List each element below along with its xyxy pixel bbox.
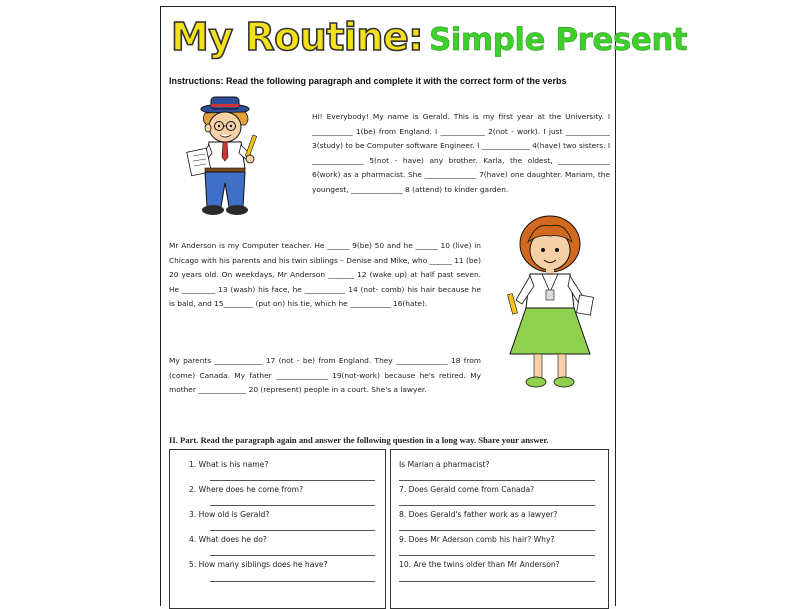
worksheet-page — [160, 6, 688, 606]
boy-student-illustration — [187, 95, 269, 217]
question-4: 4. What does he do? — [189, 535, 267, 544]
questions-box-left — [169, 449, 386, 609]
question-8: 8. Does Gerald's father work as a lawyer? — [399, 510, 558, 519]
title-my-routine: My Routine: — [171, 15, 423, 59]
answer-line-4[interactable] — [210, 555, 375, 556]
instructions-text: Instructions: Read the following paragraph and complete it with the correct form of the verbs — [169, 76, 567, 86]
answer-line-2[interactable] — [210, 505, 375, 506]
questions-box-right — [390, 449, 609, 609]
answer-line-1[interactable] — [210, 480, 375, 481]
question-3: 3. How old is Gerald? — [189, 510, 270, 519]
worksheet-title — [171, 15, 688, 69]
answer-line-7[interactable] — [399, 505, 595, 506]
girl-student-illustration — [506, 212, 598, 394]
answer-line-9[interactable] — [399, 555, 595, 556]
question-10: 10. Are the twins older than Mr Anderson? — [399, 560, 560, 569]
answer-line-5[interactable] — [210, 581, 375, 582]
answer-line-3[interactable] — [210, 530, 375, 531]
title-simple-present: Simple Present — [428, 22, 688, 58]
answer-line-6[interactable] — [399, 480, 595, 481]
paragraph-gerald: Hi! Everybody! My name is Gerald. This is my first year at the University. I ___________ 1(be) from England. I ____________ 2(not - work). I just ____________ 3(study) to be Computer software Engineer. I _____________ 4(have) two sisters. I ______________ 5(not - have) any brother. Karla, the oldest, ______________ 6(work) as a pharmacist. She ______________ 7(have) one daughter. Mariam, the youngest, ______________ 8 (attend) to kinder garden. — [312, 112, 610, 194]
answer-line-10[interactable] — [399, 581, 595, 582]
paragraph-parents: My parents _____________ 17 (not - be) from England. They ______________ 18 from (come) Canada. My father ______________ 19(not-work) because he's retired. My mother _____________ 20 (represent) people in a court. She's a lawyer. — [169, 356, 481, 395]
part-two-instructions: II. Part. Read the paragraph again and answer the following question in a long way. Share your answer. — [169, 435, 549, 445]
question-2: 2. Where does he come from? — [189, 485, 304, 494]
answer-line-8[interactable] — [399, 530, 595, 531]
question-7: 7. Does Gerald come from Canada? — [399, 485, 535, 494]
question-6: Is Marian a pharmacist? — [399, 460, 490, 469]
paragraph-mr-anderson: Mr Anderson is my Computer teacher. He ______ 9(be) 50 and he ______ 10 (live) in Chicago with his parents and his twin siblings – Denise and Mike, who ______ 11 (be) 20 years old. On weekdays, Mr Anderson _______ 12 (wake up) at half past seven. He _________ 13 (wash) his face, he ___________ 14 (not- comb) his hair because he is bald, and 15________ (put on) his tie, which he ___________ 16(hate). — [169, 241, 481, 309]
question-9: 9. Does Mr Aderson comb his hair? Why? — [399, 535, 555, 544]
question-1: 1. What is his name? — [189, 460, 269, 469]
question-5: 5. How many siblings does he have? — [189, 560, 328, 569]
